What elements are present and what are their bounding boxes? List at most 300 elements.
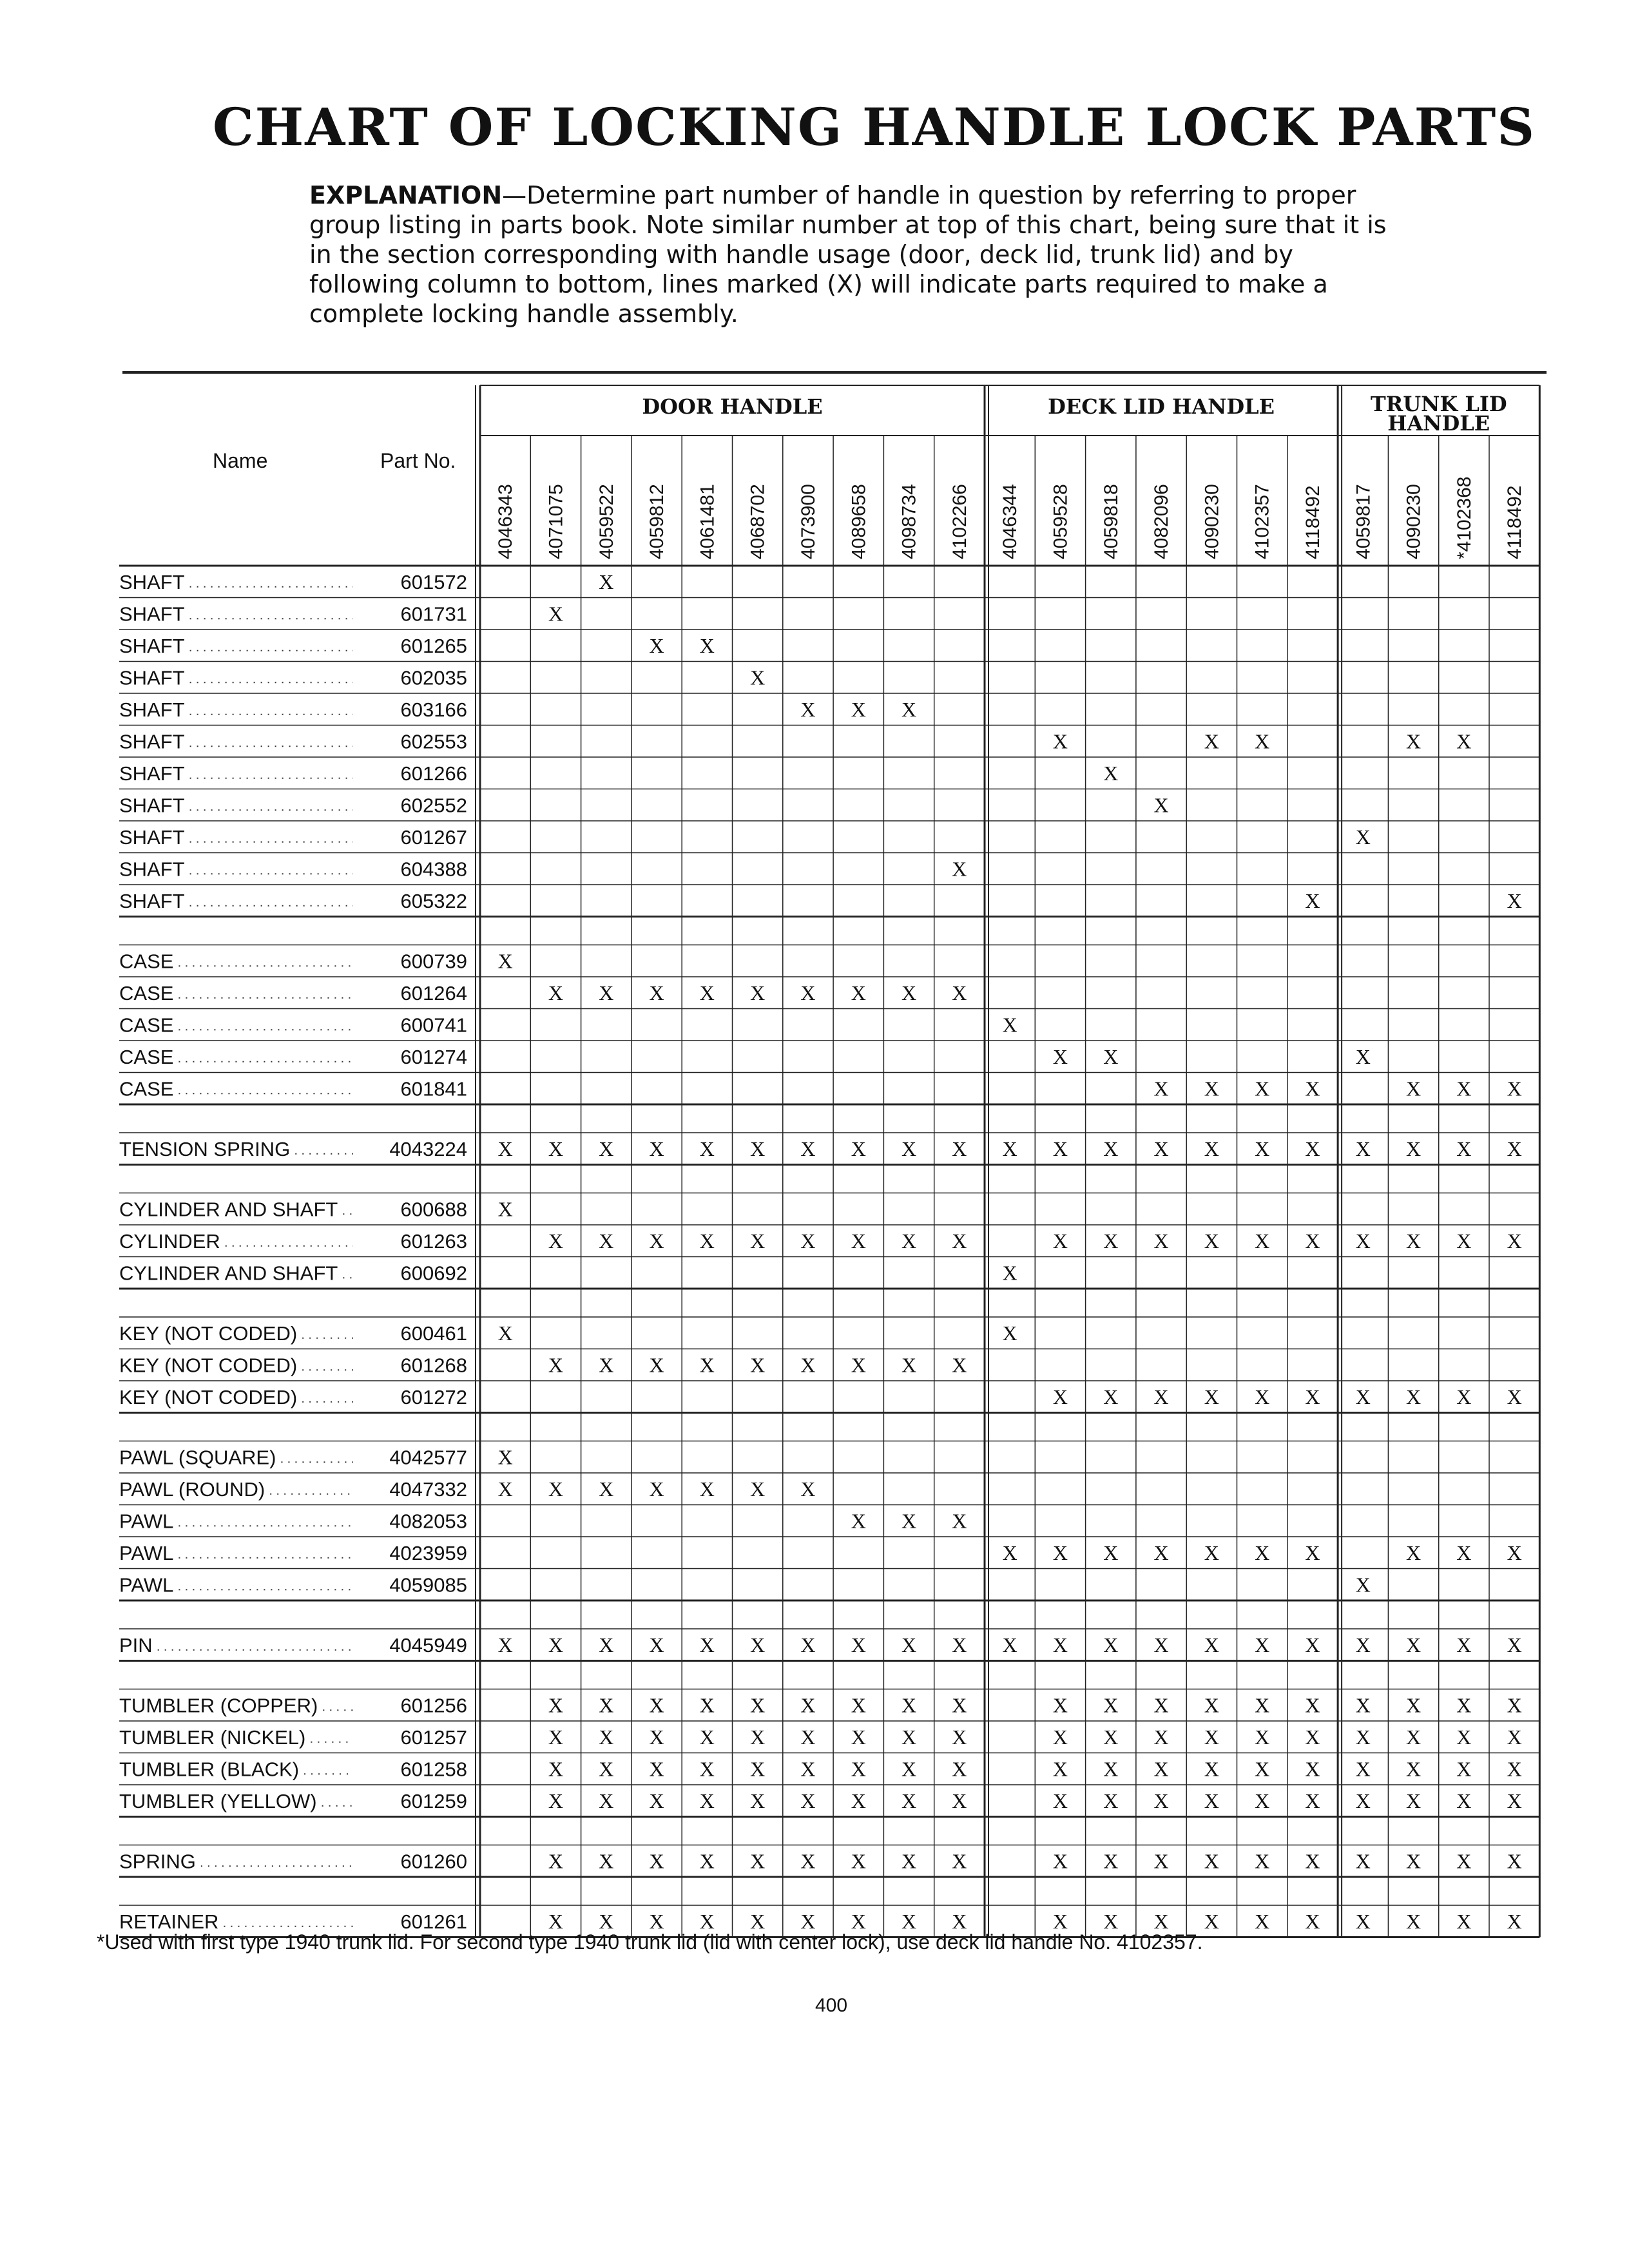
x-mark: X: [1103, 1909, 1119, 1933]
x-mark: X: [1507, 1541, 1522, 1564]
x-mark: X: [1103, 1044, 1119, 1068]
x-mark: X: [1002, 1137, 1017, 1160]
row-name: TUMBLER (NICKEL): [119, 1725, 306, 1749]
x-mark: X: [901, 1229, 917, 1253]
x-mark: X: [750, 1477, 766, 1501]
row-part-number: 4023959: [389, 1541, 467, 1564]
x-mark: X: [800, 1353, 816, 1377]
x-mark: X: [1405, 1909, 1422, 1933]
x-mark: X: [1255, 1077, 1270, 1100]
x-mark: X: [599, 1789, 614, 1812]
x-mark: X: [599, 1725, 614, 1749]
x-mark: X: [1103, 1849, 1119, 1873]
x-mark: X: [800, 1725, 816, 1749]
x-mark: X: [1507, 1077, 1522, 1100]
column-handle-number: 4118492: [1302, 485, 1324, 559]
row-part-number: 601265: [400, 634, 467, 657]
x-mark: X: [800, 1229, 816, 1253]
column-handle-number: 4073900: [797, 484, 819, 559]
x-mark: X: [901, 1509, 917, 1533]
x-mark: X: [901, 1353, 917, 1377]
x-mark: X: [599, 1693, 614, 1717]
x-mark: X: [750, 666, 766, 689]
x-mark: X: [851, 981, 866, 1004]
x-mark: X: [1002, 1261, 1017, 1285]
x-mark: X: [1255, 1229, 1270, 1253]
x-mark: X: [1255, 1693, 1270, 1717]
x-mark: X: [1204, 1693, 1219, 1717]
x-mark: X: [548, 1909, 564, 1933]
row-part-number: 4082053: [389, 1510, 467, 1533]
x-mark: X: [599, 570, 614, 593]
x-mark: X: [851, 697, 866, 721]
x-mark: X: [1153, 1693, 1169, 1717]
column-handle-number: 4118492: [1504, 485, 1526, 559]
x-mark: X: [800, 697, 816, 721]
column-handle-number: 4102357: [1251, 484, 1273, 559]
x-mark: X: [699, 1909, 715, 1933]
x-mark: X: [952, 1353, 967, 1377]
row-part-number: 602552: [400, 794, 467, 817]
row-name: SHAFT: [119, 602, 185, 626]
x-mark: X: [1456, 1077, 1472, 1100]
x-mark: X: [1255, 1725, 1270, 1749]
x-mark: X: [901, 1849, 917, 1873]
x-mark: X: [1153, 1789, 1169, 1812]
x-mark: X: [1103, 1725, 1119, 1749]
x-mark: X: [952, 1849, 967, 1873]
x-mark: X: [1153, 793, 1169, 817]
row-name: RETAINER: [119, 1910, 219, 1933]
x-mark: X: [1052, 1909, 1068, 1933]
row-part-number: 601257: [400, 1725, 467, 1749]
row-name: SPRING: [119, 1850, 196, 1873]
x-mark: X: [1002, 1013, 1017, 1037]
column-handle-number: 4059522: [595, 484, 617, 559]
x-mark: X: [1002, 1321, 1017, 1345]
column-handle-number: 4046344: [999, 484, 1021, 559]
x-mark: X: [1103, 1789, 1119, 1812]
x-mark: X: [1153, 1757, 1169, 1781]
x-mark: X: [1052, 1757, 1068, 1781]
x-mark: X: [1355, 1789, 1371, 1812]
row-part-number: 601268: [400, 1354, 467, 1377]
x-mark: X: [1456, 1633, 1472, 1657]
x-mark: X: [497, 1197, 513, 1221]
group-header-0: DOOR HANDLE: [642, 394, 823, 419]
x-mark: X: [497, 1445, 513, 1469]
x-mark: X: [599, 1757, 614, 1781]
column-handle-number: *4102368: [1453, 476, 1475, 559]
row-part-number: 600688: [400, 1198, 467, 1221]
x-mark: X: [599, 1633, 614, 1657]
x-mark: X: [1103, 1757, 1119, 1781]
row-name: CYLINDER: [119, 1229, 220, 1253]
column-handle-number: 4098734: [898, 484, 920, 559]
x-mark: X: [1153, 1229, 1169, 1253]
x-mark: X: [1204, 1849, 1219, 1873]
page-title: CHART OF LOCKING HANDLE LOCK PARTS: [213, 97, 1536, 157]
x-mark: X: [750, 1137, 766, 1160]
row-part-number: 602553: [400, 730, 467, 753]
row-part-number: 603166: [400, 698, 467, 721]
x-mark: X: [599, 1909, 614, 1933]
row-name: PAWL: [119, 1541, 174, 1564]
x-mark: X: [901, 1909, 917, 1933]
x-mark: X: [1405, 1725, 1422, 1749]
x-mark: X: [851, 1137, 866, 1160]
row-part-number: 601259: [400, 1789, 467, 1812]
group-header-2-line2: HANDLE: [1387, 411, 1490, 436]
x-mark: X: [1305, 1077, 1320, 1100]
x-mark: X: [1052, 1789, 1068, 1812]
x-mark: X: [599, 1137, 614, 1160]
row-part-number: 601266: [400, 762, 467, 785]
x-mark: X: [1405, 1849, 1422, 1873]
x-mark: X: [800, 1477, 816, 1501]
row-part-number: 605322: [400, 889, 467, 912]
row-name: PAWL: [119, 1510, 174, 1533]
column-handle-number: 4068702: [747, 484, 769, 559]
row-part-number: 4042577: [389, 1446, 467, 1469]
x-mark: X: [1456, 729, 1472, 753]
x-mark: X: [1052, 1137, 1068, 1160]
x-mark: X: [851, 1909, 866, 1933]
row-name: TUMBLER (COPPER): [119, 1694, 318, 1717]
x-mark: X: [1103, 1633, 1119, 1657]
x-mark: X: [699, 633, 715, 657]
column-handle-number: 4090230: [1403, 484, 1425, 559]
x-mark: X: [497, 1137, 513, 1160]
part-no-column-header: Part No.: [380, 449, 456, 472]
x-mark: X: [699, 1757, 715, 1781]
x-mark: X: [1305, 1909, 1320, 1933]
x-mark: X: [1204, 1385, 1219, 1408]
x-mark: X: [1153, 1909, 1169, 1933]
x-mark: X: [649, 1633, 664, 1657]
row-part-number: 601267: [400, 825, 467, 849]
x-mark: X: [952, 1757, 967, 1781]
row-part-number: 601256: [400, 1694, 467, 1717]
x-mark: X: [649, 1909, 664, 1933]
row-name: CASE: [119, 1045, 174, 1068]
x-mark: X: [1255, 1137, 1270, 1160]
x-mark: X: [1405, 1077, 1422, 1100]
x-mark: X: [699, 1725, 715, 1749]
x-mark: X: [1255, 1633, 1270, 1657]
x-mark: X: [699, 1229, 715, 1253]
x-mark: X: [1204, 1137, 1219, 1160]
x-mark: X: [1456, 1385, 1472, 1408]
row-part-number: 600461: [400, 1321, 467, 1345]
x-mark: X: [699, 1477, 715, 1501]
x-mark: X: [1153, 1541, 1169, 1564]
x-mark: X: [1305, 1229, 1320, 1253]
x-mark: X: [1456, 1693, 1472, 1717]
name-column-header: Name: [213, 449, 268, 472]
x-mark: X: [1255, 1541, 1270, 1564]
x-mark: X: [851, 1789, 866, 1812]
row-part-number: 600739: [400, 950, 467, 973]
x-mark: X: [901, 697, 917, 721]
x-mark: X: [497, 1477, 513, 1501]
x-mark: X: [1204, 1633, 1219, 1657]
x-mark: X: [851, 1509, 866, 1533]
x-mark: X: [1103, 1229, 1119, 1253]
x-mark: X: [649, 1757, 664, 1781]
row-name: CASE: [119, 950, 174, 973]
column-handle-number: 4102266: [949, 484, 970, 559]
x-mark: X: [1405, 1757, 1422, 1781]
column-handle-number: 4059528: [1050, 484, 1072, 559]
x-mark: X: [1507, 889, 1522, 912]
row-name: SHAFT: [119, 889, 185, 912]
x-mark: X: [1204, 1077, 1219, 1100]
row-name: PAWL (SQUARE): [119, 1446, 276, 1469]
x-mark: X: [1507, 1789, 1522, 1812]
row-name: SHAFT: [119, 730, 185, 753]
x-mark: X: [1456, 1541, 1472, 1564]
x-mark: X: [497, 1321, 513, 1345]
x-mark: X: [1204, 1909, 1219, 1933]
x-mark: X: [901, 1693, 917, 1717]
x-mark: X: [649, 633, 664, 657]
row-part-number: 601731: [400, 602, 467, 626]
x-mark: X: [1052, 1229, 1068, 1253]
x-mark: X: [1456, 1725, 1472, 1749]
row-part-number: 600741: [400, 1014, 467, 1037]
x-mark: X: [952, 1229, 967, 1253]
row-name: SHAFT: [119, 858, 185, 881]
x-mark: X: [1052, 1541, 1068, 1564]
row-part-number: 4045949: [389, 1633, 467, 1657]
row-name: KEY (NOT CODED): [119, 1354, 298, 1377]
x-mark: X: [750, 1353, 766, 1377]
x-mark: X: [599, 981, 614, 1004]
row-name: TENSION SPRING: [119, 1137, 291, 1160]
group-header-1: DECK LID HANDLE: [1048, 394, 1275, 419]
row-part-number: 601263: [400, 1229, 467, 1253]
x-mark: X: [1405, 1137, 1422, 1160]
x-mark: X: [1255, 1909, 1270, 1933]
x-mark: X: [599, 1477, 614, 1501]
row-name: TUMBLER (YELLOW): [119, 1789, 317, 1812]
x-mark: X: [1305, 1789, 1320, 1812]
x-mark: X: [1456, 1909, 1472, 1933]
row-name: TUMBLER (BLACK): [119, 1758, 300, 1781]
row-name: PAWL (ROUND): [119, 1477, 265, 1501]
x-mark: X: [1052, 729, 1068, 753]
x-mark: X: [1204, 1229, 1219, 1253]
x-mark: X: [1103, 1385, 1119, 1408]
row-name: SHAFT: [119, 570, 185, 593]
x-mark: X: [1355, 1573, 1371, 1597]
row-name: SHAFT: [119, 762, 185, 785]
x-mark: X: [901, 981, 917, 1004]
x-mark: X: [1355, 1725, 1371, 1749]
x-mark: X: [649, 1693, 664, 1717]
row-name: CYLINDER AND SHAFT: [119, 1198, 338, 1221]
row-name: CYLINDER AND SHAFT: [119, 1262, 338, 1285]
column-handle-number: 4059812: [646, 484, 668, 559]
page-number: 400: [815, 1995, 848, 2016]
x-mark: X: [952, 1789, 967, 1812]
x-mark: X: [1405, 1229, 1422, 1253]
row-part-number: 601272: [400, 1385, 467, 1408]
x-mark: X: [1507, 1137, 1522, 1160]
x-mark: X: [1052, 1725, 1068, 1749]
row-part-number: 4043224: [389, 1137, 467, 1160]
x-mark: X: [952, 1633, 967, 1657]
x-mark: X: [1507, 1229, 1522, 1253]
explanation-text: —Determine part number of handle in question by referring to proper group listing in parts book. Note similar number at top of this chart, being sure that it is in the section corresponding with handle usage (door, deck lid, trunk lid) and by following column to bottom, lines marked (X) will indicate parts required to make a complete locking handle assembly.: [309, 181, 1387, 328]
x-mark: X: [548, 1789, 564, 1812]
x-mark: X: [952, 981, 967, 1004]
x-mark: X: [599, 1353, 614, 1377]
row-name: KEY (NOT CODED): [119, 1321, 298, 1345]
column-handle-number: 4059817: [1353, 484, 1374, 559]
x-mark: X: [1305, 1849, 1320, 1873]
x-mark: X: [497, 1633, 513, 1657]
x-mark: X: [800, 981, 816, 1004]
row-part-number: 602035: [400, 666, 467, 689]
x-mark: X: [1405, 729, 1422, 753]
x-mark: X: [1507, 1849, 1522, 1873]
x-mark: X: [1355, 1229, 1371, 1253]
x-mark: X: [1305, 1385, 1320, 1408]
x-mark: X: [1052, 1693, 1068, 1717]
x-mark: X: [548, 1229, 564, 1253]
row-name: CASE: [119, 981, 174, 1004]
x-mark: X: [1103, 1541, 1119, 1564]
x-mark: X: [1456, 1789, 1472, 1812]
x-mark: X: [800, 1137, 816, 1160]
x-mark: X: [1204, 1541, 1219, 1564]
row-name: PAWL: [119, 1573, 174, 1597]
x-mark: X: [548, 1849, 564, 1873]
x-mark: X: [1204, 1725, 1219, 1749]
x-mark: X: [1355, 1909, 1371, 1933]
x-mark: X: [901, 1725, 917, 1749]
x-mark: X: [1153, 1725, 1169, 1749]
x-mark: X: [1103, 1693, 1119, 1717]
x-mark: X: [952, 1509, 967, 1533]
x-mark: X: [1355, 1693, 1371, 1717]
x-mark: X: [851, 1757, 866, 1781]
x-mark: X: [649, 1849, 664, 1873]
x-mark: X: [1153, 1077, 1169, 1100]
x-mark: X: [1456, 1849, 1472, 1873]
x-mark: X: [1355, 1757, 1371, 1781]
x-mark: X: [750, 1229, 766, 1253]
x-mark: X: [1405, 1385, 1422, 1408]
x-mark: X: [1507, 1725, 1522, 1749]
row-part-number: 601274: [400, 1045, 467, 1068]
x-mark: X: [1456, 1757, 1472, 1781]
x-mark: X: [800, 1909, 816, 1933]
x-mark: X: [800, 1849, 816, 1873]
x-mark: X: [851, 1693, 866, 1717]
explanation-lead: EXPLANATION: [309, 181, 503, 209]
row-part-number: 601264: [400, 981, 467, 1004]
x-mark: X: [1355, 1044, 1371, 1068]
x-mark: X: [548, 1633, 564, 1657]
x-mark: X: [1305, 1757, 1320, 1781]
x-mark: X: [548, 1477, 564, 1501]
row-name: SHAFT: [119, 634, 185, 657]
x-mark: X: [750, 981, 766, 1004]
x-mark: X: [649, 1229, 664, 1253]
x-mark: X: [699, 981, 715, 1004]
x-mark: X: [1002, 1633, 1017, 1657]
x-mark: X: [750, 1789, 766, 1812]
row-part-number: 601261: [400, 1910, 467, 1933]
x-mark: X: [750, 1633, 766, 1657]
row-name: SHAFT: [119, 666, 185, 689]
x-mark: X: [1355, 1633, 1371, 1657]
x-mark: X: [649, 1477, 664, 1501]
x-mark: X: [548, 981, 564, 1004]
x-mark: X: [1305, 1137, 1320, 1160]
x-mark: X: [649, 1789, 664, 1812]
x-mark: X: [1052, 1044, 1068, 1068]
x-mark: X: [1255, 729, 1270, 753]
row-name: SHAFT: [119, 825, 185, 849]
x-mark: X: [1204, 729, 1219, 753]
x-mark: X: [1456, 1229, 1472, 1253]
x-mark: X: [901, 1137, 917, 1160]
x-mark: X: [649, 981, 664, 1004]
column-handle-number: 4082096: [1151, 484, 1173, 559]
x-mark: X: [548, 1757, 564, 1781]
row-part-number: 4047332: [389, 1477, 467, 1501]
x-mark: X: [1355, 1849, 1371, 1873]
x-mark: X: [901, 1757, 917, 1781]
x-mark: X: [800, 1789, 816, 1812]
x-mark: X: [1355, 1385, 1371, 1408]
x-mark: X: [699, 1789, 715, 1812]
x-mark: X: [901, 1633, 917, 1657]
x-mark: X: [851, 1633, 866, 1657]
x-mark: X: [1204, 1757, 1219, 1781]
row-part-number: 601841: [400, 1077, 467, 1100]
x-mark: X: [800, 1757, 816, 1781]
x-mark: X: [952, 1909, 967, 1933]
x-mark: X: [1052, 1849, 1068, 1873]
column-handle-number: 4059818: [1100, 484, 1122, 559]
x-mark: X: [599, 1229, 614, 1253]
row-part-number: 601572: [400, 570, 467, 593]
column-handle-number: 4046343: [495, 484, 517, 559]
x-mark: X: [599, 1849, 614, 1873]
x-mark: X: [750, 1849, 766, 1873]
x-mark: X: [1507, 1385, 1522, 1408]
row-name: SHAFT: [119, 698, 185, 721]
row-part-number: 600692: [400, 1262, 467, 1285]
footnote: *Used with first type 1940 trunk lid. For second type 1940 trunk lid (lid with center lock), use deck lid handle No. 4102357.: [97, 1930, 1203, 1954]
x-mark: X: [1153, 1137, 1169, 1160]
x-mark: X: [1355, 1137, 1371, 1160]
x-mark: X: [1507, 1909, 1522, 1933]
x-mark: X: [1305, 1633, 1320, 1657]
x-mark: X: [1305, 889, 1320, 912]
x-mark: X: [1405, 1541, 1422, 1564]
x-mark: X: [1456, 1137, 1472, 1160]
x-mark: X: [1305, 1725, 1320, 1749]
row-part-number: 601260: [400, 1850, 467, 1873]
x-mark: X: [497, 949, 513, 973]
row-part-number: 4059085: [389, 1573, 467, 1597]
